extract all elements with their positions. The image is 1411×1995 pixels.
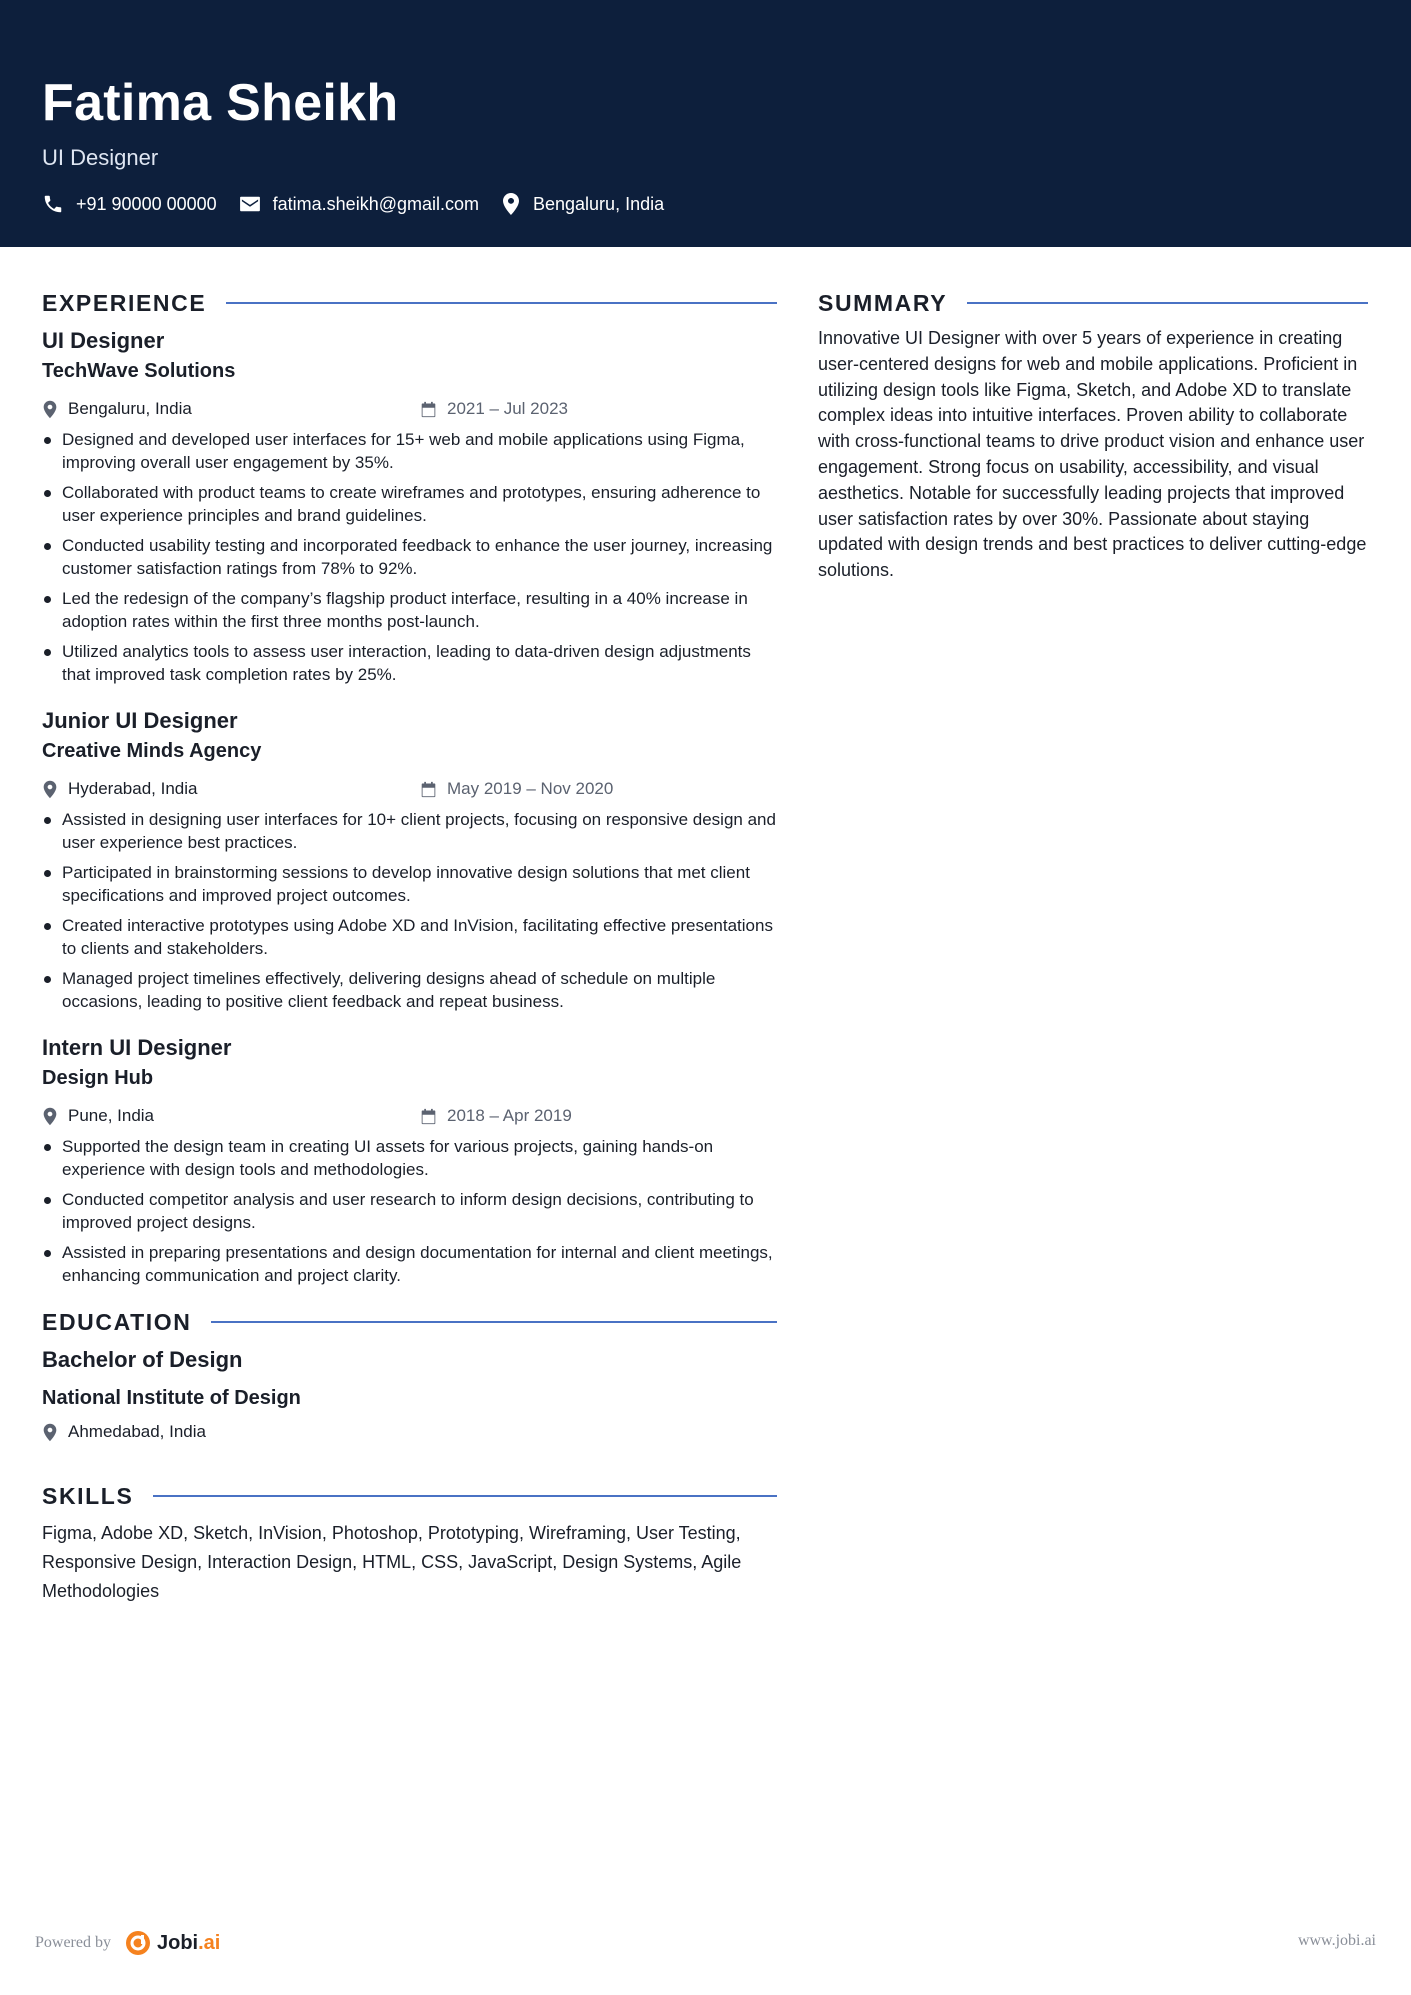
job-bullets — [42, 808, 777, 1013]
candidate-name: Fatima Sheikh — [42, 74, 399, 132]
candidate-title: UI Designer — [42, 145, 159, 170]
email-text: fatima.sheikh@gmail.com — [272, 194, 479, 214]
bullet-item: Led the redesign of the company’s flagship product interface, resulting in a 40% increase in adoption rates within the first three months post-launch. — [42, 587, 777, 633]
resume-header — [0, 0, 1411, 247]
bullet-item: Assisted in preparing presentations and design documentation for internal and client meetings, enhancing communication and project clarity. — [42, 1241, 777, 1287]
job-meta — [42, 774, 777, 804]
bullet-item: Conducted usability testing and incorporated feedback to enhance the user journey, increasing customer satisfaction ratings from 78% to 92%. — [42, 534, 777, 580]
job-company: TechWave Solutions — [42, 360, 236, 382]
skills-list: Figma, Adobe XD, Sketch, InVision, Photoshop, Prototyping, Wireframing, User Testing, Responsive Design, Interaction Design, HTML, CSS, JavaScript, Design Systems, Agile Methodologies — [42, 1523, 742, 1601]
contact-location — [501, 192, 664, 216]
education-heading-label: EDUCATION — [42, 1308, 192, 1335]
experience-heading — [42, 288, 777, 318]
left-column — [42, 288, 777, 1606]
summary-heading-label: SUMMARY — [818, 289, 948, 316]
education-degree: Bachelor of Design — [42, 1347, 243, 1372]
location-pin-icon — [42, 780, 58, 799]
job-location — [42, 394, 192, 424]
education-location — [42, 1417, 777, 1447]
calendar-icon — [420, 1108, 437, 1125]
job-title: Intern UI Designer — [42, 1035, 232, 1060]
bullet-item: Utilized analytics tools to assess user interaction, leading to data-driven design adjustments that improved task completion rates by 25%. — [42, 640, 777, 686]
education-school: National Institute of Design — [42, 1387, 301, 1409]
powered-by-text: Powered by — [35, 1934, 111, 1951]
footer-website[interactable]: www.jobi.ai — [1297, 1932, 1376, 1949]
summary-heading — [818, 288, 1368, 318]
contact-phone[interactable] — [42, 192, 217, 216]
bullet-item: Conducted competitor analysis and user research to inform design decisions, contributing to improved project designs. — [42, 1188, 777, 1234]
job-bullets — [42, 1135, 777, 1287]
footer-branding — [35, 1930, 220, 1956]
location-pin-icon — [42, 1107, 58, 1126]
job-dates — [420, 394, 568, 424]
phone-icon — [42, 193, 64, 215]
bullet-item: Collaborated with product teams to create wireframes and prototypes, ensuring adherence to user experience principles and brand guidelines. — [42, 481, 777, 527]
summary-text: Innovative UI Designer with over 5 years of experience in creating user-centered designs for web and mobile applications. Proficient in utilizing design tools like Figma, Sketch, and Adobe XD to translate complex ideas into intuitive interfaces. Proven ability to collaborate with cross-functional teams to drive product vision and enhance user engagement. Strong focus on usability, accessibility, and visual aesthetics. Notable for successfully leading projects that improved user satisfaction rates by over 30%. Passionate about staying updated with design trends and best practices to deliver cutting-edge solutions. — [818, 328, 1367, 581]
bullet-item: Created interactive prototypes using Adobe XD and InVision, facilitating effective presentations to clients and stakeholders. — [42, 914, 777, 960]
job-dates-text: May 2019 – Nov 2020 — [447, 779, 614, 798]
contact-bar — [42, 192, 686, 216]
job-location — [42, 1101, 154, 1131]
job-company: Design Hub — [42, 1067, 154, 1089]
job-location-text: Hyderabad, India — [68, 779, 198, 798]
bullet-item: Assisted in designing user interfaces for 10+ client projects, focusing on responsive design and user experience best practices. — [42, 808, 777, 854]
location-pin-icon — [501, 192, 521, 216]
bullet-item: Managed project timelines effectively, delivering designs ahead of schedule on multiple occasions, leading to positive client feedback and repeat business. — [42, 967, 777, 1013]
job-entry — [42, 326, 777, 686]
job-dates-text: 2018 – Apr 2019 — [447, 1106, 572, 1125]
job-meta — [42, 1101, 777, 1131]
job-meta — [42, 394, 777, 424]
education-location-text: Ahmedabad, India — [68, 1422, 206, 1441]
jobi-logo-suffix: .ai — [198, 1931, 221, 1954]
job-title: UI Designer — [42, 328, 165, 353]
job-dates — [420, 1101, 572, 1131]
contact-email[interactable] — [239, 192, 479, 216]
job-entry — [42, 1033, 777, 1287]
section-rule — [211, 1321, 777, 1323]
location-pin-icon — [42, 400, 58, 419]
skills-heading-label: SKILLS — [42, 1482, 134, 1509]
job-location — [42, 774, 197, 804]
job-dates — [420, 774, 613, 804]
email-icon — [239, 195, 261, 213]
education-entry — [42, 1345, 777, 1447]
experience-heading-label: EXPERIENCE — [42, 289, 207, 316]
calendar-icon — [420, 401, 437, 418]
job-title: Junior UI Designer — [42, 708, 238, 733]
bullet-item: Participated in brainstorming sessions to develop innovative design solutions that met client specifications and improved project outcomes. — [42, 861, 777, 907]
section-rule — [153, 1495, 777, 1497]
job-dates-text: 2021 – Jul 2023 — [447, 399, 568, 418]
jobi-logo-icon — [125, 1930, 151, 1956]
jobi-logo[interactable] — [125, 1930, 220, 1956]
bullet-item: Supported the design team in creating UI assets for various projects, gaining hands-on experience with design tools and methodologies. — [42, 1135, 777, 1181]
location-text: Bengaluru, India — [533, 194, 665, 214]
phone-text: +91 90000 00000 — [76, 194, 217, 214]
calendar-icon — [420, 781, 437, 798]
education-heading — [42, 1307, 777, 1337]
location-pin-icon — [42, 1423, 58, 1442]
right-column — [818, 288, 1368, 584]
section-rule — [967, 302, 1368, 304]
jobi-logo-main: Jobi — [156, 1931, 199, 1954]
job-bullets — [42, 428, 777, 686]
bullet-item: Designed and developed user interfaces for 15+ web and mobile applications using Figma, improving overall user engagement by 35%. — [42, 428, 777, 474]
job-company: Creative Minds Agency — [42, 740, 262, 762]
skills-heading — [42, 1481, 777, 1511]
job-entry — [42, 706, 777, 1013]
job-location-text: Pune, India — [68, 1106, 155, 1125]
section-rule — [226, 302, 777, 304]
job-location-text: Bengaluru, India — [68, 399, 192, 418]
